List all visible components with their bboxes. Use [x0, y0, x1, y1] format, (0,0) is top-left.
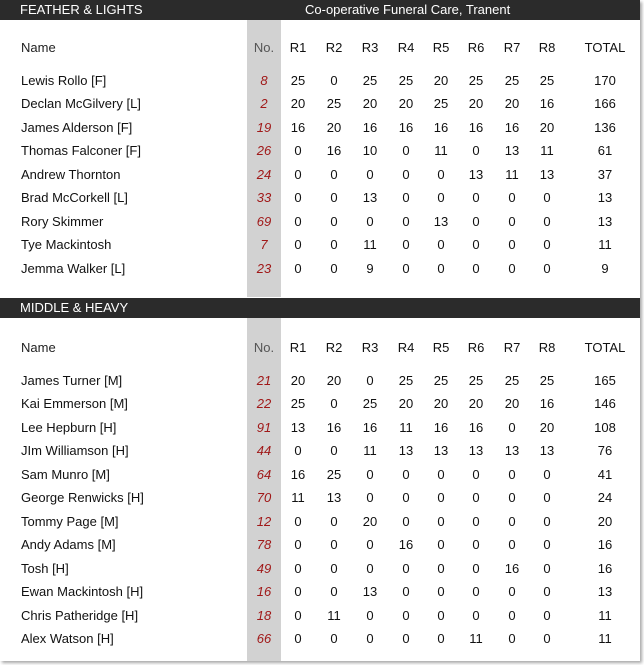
round-score: 0 — [402, 584, 410, 599]
table-row — [0, 369, 640, 392]
total-score: 13 — [597, 584, 613, 599]
round-score: 0 — [437, 561, 445, 576]
round-score: 16 — [539, 396, 555, 411]
table-row — [0, 92, 640, 115]
round-score: 20 — [398, 96, 414, 111]
total-score: 24 — [597, 490, 613, 505]
round-score: 0 — [508, 631, 516, 646]
round-score: 16 — [468, 120, 484, 135]
round-score: 0 — [330, 214, 338, 229]
total-score: 13 — [597, 190, 613, 205]
total-score: 165 — [594, 373, 616, 388]
round-score: 9 — [366, 261, 374, 276]
competitor-name: Ewan Mackintosh [H] — [21, 584, 144, 599]
column-header-round: R2 — [325, 340, 343, 355]
round-score: 20 — [290, 373, 306, 388]
column-header-name: Name — [21, 40, 56, 55]
column-header-round: R5 — [432, 340, 450, 355]
total-score: 9 — [601, 261, 609, 276]
round-score: 0 — [294, 561, 302, 576]
round-score: 0 — [472, 514, 480, 529]
total-score: 20 — [597, 514, 613, 529]
competitor-name: Thomas Falconer [F] — [21, 143, 141, 158]
round-score: 0 — [294, 190, 302, 205]
round-score: 25 — [504, 73, 520, 88]
round-score: 20 — [326, 373, 342, 388]
round-score: 0 — [472, 490, 480, 505]
round-score: 25 — [468, 73, 484, 88]
round-score: 0 — [508, 537, 516, 552]
round-score: 20 — [433, 396, 449, 411]
table-row — [0, 139, 640, 162]
table-row — [0, 486, 640, 509]
round-score: 0 — [508, 214, 516, 229]
total-score: 108 — [594, 420, 616, 435]
round-score: 0 — [543, 514, 551, 529]
round-score: 0 — [508, 237, 516, 252]
round-score: 20 — [362, 514, 378, 529]
round-score: 13 — [433, 443, 449, 458]
competitor-number: 2 — [260, 96, 268, 111]
competitor-number: 22 — [256, 396, 272, 411]
column-header-round: R4 — [397, 340, 415, 355]
table-row — [0, 557, 640, 580]
competitor-number: 24 — [256, 167, 272, 182]
round-score: 0 — [402, 214, 410, 229]
round-score: 0 — [472, 561, 480, 576]
competitor-name: Kai Emmerson [M] — [21, 396, 128, 411]
round-score: 25 — [468, 373, 484, 388]
competitor-number: 33 — [256, 190, 272, 205]
competitor-name: Declan McGilvery [L] — [21, 96, 141, 111]
competitor-name: JIm Williamson [H] — [21, 443, 129, 458]
competitor-name: Andy Adams [M] — [21, 537, 116, 552]
round-score: 0 — [472, 537, 480, 552]
round-score: 0 — [543, 237, 551, 252]
round-score: 0 — [472, 143, 480, 158]
table-row — [0, 69, 640, 92]
column-header-round: R5 — [432, 40, 450, 55]
round-score: 0 — [508, 420, 516, 435]
round-score: 25 — [398, 373, 414, 388]
round-score: 20 — [468, 396, 484, 411]
table-row — [0, 510, 640, 533]
round-score: 0 — [437, 467, 445, 482]
round-score: 16 — [504, 561, 520, 576]
round-score: 0 — [508, 608, 516, 623]
column-header-round: R1 — [289, 40, 307, 55]
round-score: 25 — [326, 467, 342, 482]
round-score: 13 — [539, 167, 555, 182]
round-score: 25 — [290, 73, 306, 88]
total-score: 11 — [598, 631, 612, 646]
round-score: 13 — [362, 190, 378, 205]
round-score: 25 — [539, 73, 555, 88]
round-score: 0 — [402, 631, 410, 646]
round-score: 16 — [290, 120, 306, 135]
round-score: 0 — [294, 584, 302, 599]
round-score: 11 — [469, 631, 483, 646]
round-score: 0 — [402, 514, 410, 529]
round-score: 0 — [402, 561, 410, 576]
round-score: 0 — [294, 443, 302, 458]
round-score: 13 — [539, 443, 555, 458]
total-score: 146 — [594, 396, 616, 411]
column-header-number: No. — [253, 40, 275, 55]
round-score: 0 — [543, 561, 551, 576]
table-row — [0, 627, 640, 650]
competitor-number: 66 — [256, 631, 272, 646]
competitor-number: 16 — [256, 584, 272, 599]
competitor-number: 78 — [256, 537, 272, 552]
competitor-name: Tosh [H] — [21, 561, 69, 576]
round-score: 0 — [330, 514, 338, 529]
round-score: 16 — [539, 96, 555, 111]
round-score: 0 — [543, 190, 551, 205]
round-score: 0 — [437, 631, 445, 646]
competitor-number: 8 — [260, 73, 268, 88]
round-score: 0 — [508, 261, 516, 276]
round-score: 0 — [437, 167, 445, 182]
round-score: 0 — [402, 608, 410, 623]
competitor-number: 21 — [256, 373, 272, 388]
competitor-number: 70 — [256, 490, 272, 505]
table-row — [0, 163, 640, 186]
round-score: 0 — [437, 237, 445, 252]
round-score: 11 — [434, 143, 448, 158]
total-score: 16 — [597, 537, 613, 552]
round-score: 0 — [508, 490, 516, 505]
competitor-name: Rory Skimmer — [21, 214, 104, 229]
competitor-number: 91 — [256, 420, 272, 435]
round-score: 16 — [398, 537, 414, 552]
round-score: 11 — [291, 490, 305, 505]
section-header — [0, 298, 640, 318]
round-score: 13 — [398, 443, 414, 458]
competitor-number: 26 — [256, 143, 272, 158]
section-title: MIDDLE & HEAVY — [20, 300, 129, 315]
round-score: 0 — [294, 261, 302, 276]
section-header — [0, 0, 640, 20]
round-score: 16 — [398, 120, 414, 135]
round-score: 16 — [504, 120, 520, 135]
column-header-round: R7 — [503, 40, 521, 55]
round-score: 0 — [543, 537, 551, 552]
table-row — [0, 186, 640, 209]
table-row — [0, 604, 640, 627]
round-score: 25 — [539, 373, 555, 388]
section-sponsor: Co-operative Funeral Care, Tranent — [305, 2, 511, 17]
round-score: 0 — [330, 73, 338, 88]
round-score: 16 — [433, 420, 449, 435]
table-row — [0, 580, 640, 603]
round-score: 0 — [437, 584, 445, 599]
total-score: 11 — [598, 608, 612, 623]
round-score: 0 — [543, 467, 551, 482]
column-header-round: R1 — [289, 340, 307, 355]
round-score: 20 — [433, 73, 449, 88]
round-score: 0 — [294, 167, 302, 182]
round-score: 0 — [330, 443, 338, 458]
round-score: 0 — [508, 584, 516, 599]
round-score: 0 — [543, 608, 551, 623]
round-score: 0 — [330, 396, 338, 411]
competitor-name: George Renwicks [H] — [21, 490, 144, 505]
round-score: 16 — [433, 120, 449, 135]
round-score: 13 — [468, 443, 484, 458]
round-score: 0 — [366, 608, 374, 623]
round-score: 0 — [330, 237, 338, 252]
round-score: 0 — [472, 608, 480, 623]
total-score: 37 — [597, 167, 613, 182]
round-score: 0 — [366, 631, 374, 646]
round-score: 0 — [294, 237, 302, 252]
total-score: 170 — [594, 73, 616, 88]
round-score: 0 — [294, 631, 302, 646]
round-score: 0 — [437, 261, 445, 276]
round-score: 11 — [540, 143, 554, 158]
round-score: 16 — [326, 420, 342, 435]
round-score: 0 — [330, 561, 338, 576]
competitor-name: Lee Hepburn [H] — [21, 420, 117, 435]
round-score: 16 — [468, 420, 484, 435]
round-score: 0 — [366, 467, 374, 482]
round-score: 20 — [539, 120, 555, 135]
competitor-name: Andrew Thornton — [21, 167, 121, 182]
round-score: 0 — [437, 514, 445, 529]
column-header-row — [0, 336, 640, 359]
round-score: 0 — [402, 237, 410, 252]
total-score: 166 — [594, 96, 616, 111]
competitor-number: 64 — [256, 467, 272, 482]
competitor-number: 18 — [256, 608, 272, 623]
round-score: 0 — [402, 467, 410, 482]
competitor-number: 23 — [256, 261, 272, 276]
round-score: 25 — [433, 96, 449, 111]
round-score: 20 — [504, 396, 520, 411]
round-score: 0 — [366, 561, 374, 576]
competitor-name: James Turner [M] — [21, 373, 123, 388]
competitor-number: 12 — [256, 514, 272, 529]
round-score: 0 — [543, 584, 551, 599]
round-score: 10 — [362, 143, 378, 158]
round-score: 0 — [472, 190, 480, 205]
round-score: 25 — [504, 373, 520, 388]
round-score: 0 — [437, 537, 445, 552]
round-score: 20 — [468, 96, 484, 111]
round-score: 0 — [330, 537, 338, 552]
round-score: 0 — [402, 261, 410, 276]
competitor-number: 7 — [260, 237, 268, 252]
round-score: 25 — [433, 373, 449, 388]
round-score: 13 — [326, 490, 342, 505]
column-header-round: R7 — [503, 340, 521, 355]
round-score: 0 — [366, 214, 374, 229]
round-score: 13 — [290, 420, 306, 435]
round-score: 11 — [363, 443, 377, 458]
competitor-number: 69 — [256, 214, 272, 229]
table-row — [0, 210, 640, 233]
round-score: 20 — [362, 96, 378, 111]
competitor-name: Sam Munro [M] — [21, 467, 110, 482]
competitor-name: Tommy Page [M] — [21, 514, 119, 529]
round-score: 0 — [543, 261, 551, 276]
round-score: 0 — [543, 214, 551, 229]
round-score: 20 — [290, 96, 306, 111]
round-score: 16 — [290, 467, 306, 482]
section-title: FEATHER & LIGHTS — [20, 2, 143, 17]
round-score: 11 — [363, 237, 377, 252]
round-score: 13 — [468, 167, 484, 182]
round-score: 0 — [330, 167, 338, 182]
round-score: 0 — [366, 167, 374, 182]
table-row — [0, 533, 640, 556]
round-score: 16 — [326, 143, 342, 158]
round-score: 20 — [326, 120, 342, 135]
round-score: 13 — [433, 214, 449, 229]
competitor-number: 19 — [256, 120, 272, 135]
round-score: 25 — [362, 396, 378, 411]
round-score: 0 — [330, 584, 338, 599]
round-score: 20 — [504, 96, 520, 111]
round-score: 0 — [472, 261, 480, 276]
column-header-name: Name — [21, 340, 56, 355]
round-score: 0 — [472, 214, 480, 229]
round-score: 0 — [402, 167, 410, 182]
total-score: 16 — [597, 561, 613, 576]
column-header-round: R3 — [361, 340, 379, 355]
round-score: 0 — [294, 514, 302, 529]
column-header-round: R3 — [361, 40, 379, 55]
round-score: 0 — [437, 190, 445, 205]
table-row — [0, 392, 640, 415]
column-header-round: R2 — [325, 40, 343, 55]
round-score: 25 — [362, 73, 378, 88]
round-score: 0 — [508, 514, 516, 529]
round-score: 0 — [294, 537, 302, 552]
round-score: 0 — [472, 467, 480, 482]
round-score: 13 — [362, 584, 378, 599]
total-score: 41 — [597, 467, 613, 482]
round-score: 13 — [504, 443, 520, 458]
round-score: 0 — [437, 490, 445, 505]
round-score: 0 — [437, 608, 445, 623]
table-row — [0, 116, 640, 139]
round-score: 25 — [326, 96, 342, 111]
round-score: 0 — [402, 190, 410, 205]
table-row — [0, 416, 640, 439]
round-score: 0 — [402, 143, 410, 158]
table-row — [0, 463, 640, 486]
round-score: 20 — [398, 396, 414, 411]
column-header-round: R6 — [467, 40, 485, 55]
round-score: 0 — [402, 490, 410, 505]
round-score: 0 — [543, 490, 551, 505]
round-score: 11 — [399, 420, 413, 435]
round-score: 0 — [543, 631, 551, 646]
total-score: 13 — [597, 214, 613, 229]
total-score: 76 — [597, 443, 613, 458]
round-score: 25 — [290, 396, 306, 411]
column-header-number: No. — [253, 340, 275, 355]
competitor-name: Tye Mackintosh — [21, 237, 112, 252]
table-row — [0, 233, 640, 256]
table-row — [0, 439, 640, 462]
round-score: 0 — [330, 190, 338, 205]
column-header-total: TOTAL — [584, 340, 626, 355]
round-score: 11 — [327, 608, 341, 623]
column-header-round: R8 — [538, 40, 556, 55]
competitor-name: Lewis Rollo [F] — [21, 73, 107, 88]
competitor-name: Brad McCorkell [L] — [21, 190, 128, 205]
round-score: 0 — [294, 143, 302, 158]
round-score: 0 — [472, 237, 480, 252]
competitor-name: James Alderson [F] — [21, 120, 133, 135]
total-score: 61 — [597, 143, 613, 158]
competitor-number: 44 — [256, 443, 272, 458]
round-score: 16 — [362, 120, 378, 135]
round-score: 0 — [330, 261, 338, 276]
competitor-name: Alex Watson [H] — [21, 631, 114, 646]
round-score: 13 — [504, 143, 520, 158]
round-score: 0 — [472, 584, 480, 599]
column-header-total: TOTAL — [584, 40, 626, 55]
column-header-round: R6 — [467, 340, 485, 355]
total-score: 11 — [598, 237, 612, 252]
round-score: 0 — [508, 190, 516, 205]
round-score: 20 — [539, 420, 555, 435]
round-score: 0 — [508, 467, 516, 482]
round-score: 11 — [505, 167, 519, 182]
column-header-row — [0, 36, 640, 59]
table-row — [0, 257, 640, 280]
column-header-round: R8 — [538, 340, 556, 355]
column-header-round: R4 — [397, 40, 415, 55]
round-score: 16 — [362, 420, 378, 435]
round-score: 0 — [294, 608, 302, 623]
round-score: 0 — [366, 490, 374, 505]
round-score: 0 — [294, 214, 302, 229]
round-score: 0 — [366, 537, 374, 552]
competitor-name: Jemma Walker [L] — [21, 261, 126, 276]
round-score: 25 — [398, 73, 414, 88]
round-score: 0 — [330, 631, 338, 646]
competitor-name: Chris Patheridge [H] — [21, 608, 139, 623]
total-score: 136 — [594, 120, 616, 135]
competitor-number: 49 — [256, 561, 272, 576]
round-score: 0 — [366, 373, 374, 388]
